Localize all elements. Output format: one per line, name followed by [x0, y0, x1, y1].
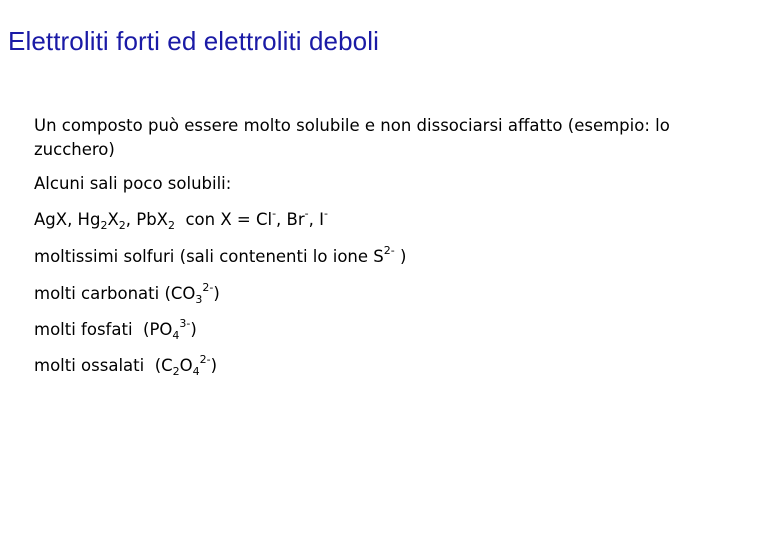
ossalati-line [34, 354, 217, 378]
fosfati-line [34, 318, 197, 342]
fosfati-superscript: 3- [179, 317, 191, 330]
formula-br-superscript: - [304, 207, 309, 220]
carbonati-text: molti carbonati (CO [34, 284, 196, 303]
carbonati-line [34, 282, 220, 306]
formula-line [34, 208, 328, 232]
ossalati-o: O [179, 356, 193, 375]
salts-heading: Alcuni sali poco solubili: [34, 174, 232, 193]
fosfati-end: ) [190, 320, 197, 339]
formula-x: X [107, 210, 119, 229]
solfuri-end: ) [394, 247, 407, 266]
formula-hg-subscript: 2 [100, 219, 108, 232]
formula-ag-hg: AgX, Hg [34, 210, 101, 229]
solfuri-text: moltissimi solfuri (sali contenenti lo ione S [34, 247, 384, 266]
solfuri-superscript: 2- [383, 244, 395, 257]
solfuri-line [34, 245, 406, 269]
carbonati-end: ) [213, 284, 220, 303]
ossalati-end: ) [210, 356, 218, 375]
formula-i: , I [308, 210, 324, 229]
carbonati-subscript: 3 [195, 293, 203, 306]
fosfati-text: molti fosfati (PO [34, 320, 173, 339]
fosfati-subscript: 4 [172, 329, 180, 342]
formula-con-cl: con X = Cl [174, 210, 273, 229]
formula-br: , Br [276, 210, 305, 229]
carbonati-superscript: 2- [202, 281, 214, 294]
formula-x-subscript: 2 [118, 219, 126, 232]
slide-title: Elettroliti forti ed elettroliti deboli [8, 26, 379, 56]
formula-pb-subscript: 2 [167, 219, 175, 232]
formula-i-superscript: - [323, 207, 328, 220]
formula-pb: , PbX [125, 210, 168, 229]
formula-cl-superscript: - [272, 207, 277, 220]
ossalati-text: molti ossalati (C [34, 356, 173, 375]
ossalati-subscript-c: 2 [172, 365, 180, 378]
intro-paragraph: Un composto può essere molto solubile e non dissociarsi affatto (esempio: lo zucchero) [34, 116, 670, 159]
ossalati-subscript-o: 4 [192, 365, 200, 378]
ossalati-superscript: 2- [199, 353, 211, 366]
